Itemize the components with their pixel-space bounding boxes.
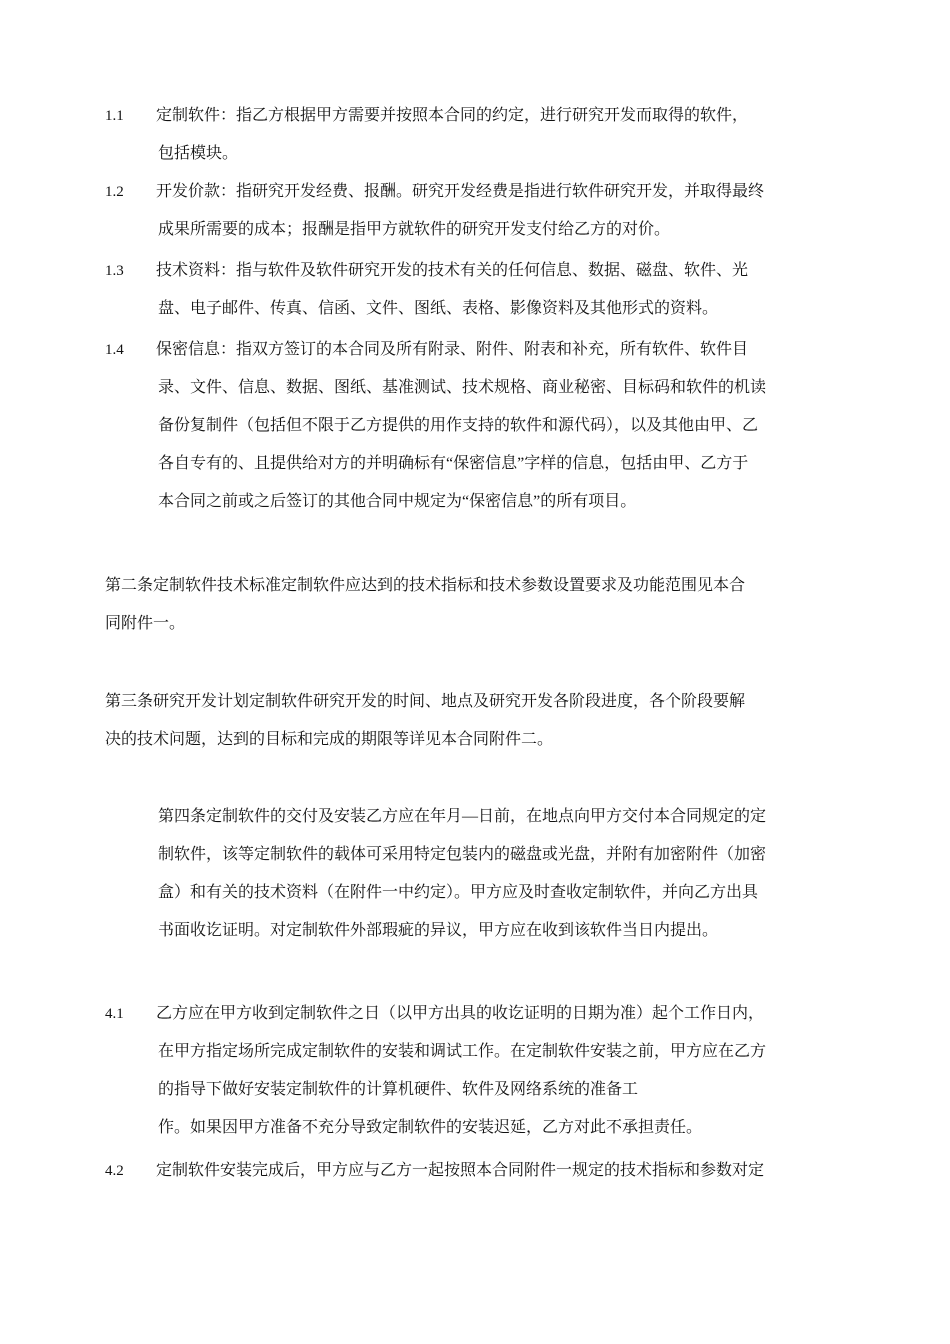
clause-4-2 <box>105 1152 845 1190</box>
article-line: 制软件，该等定制软件的载体可采用特定包装内的磁盘或光盘，并附有加密附件（加密 <box>158 846 767 863</box>
clause-text <box>158 252 845 328</box>
clause-number: 1.1 <box>105 108 124 124</box>
clause-1-4 <box>105 331 845 521</box>
clause-line: 备份复制件（包括但不限于乙方提供的用作支持的软件和源代码），以及其他由甲、乙 <box>158 417 759 434</box>
article-line: 同附件一。 <box>105 615 186 632</box>
clause-text <box>158 995 845 1147</box>
clause-line: 本合同之前或之后签订的其他合同中规定为“保密信息”的所有项目。 <box>158 493 637 510</box>
article-line: 第三条研究开发计划定制软件研究开发的时间、地点及研究开发各阶段进度，各个阶段要解 <box>105 693 746 710</box>
clause-line: 盘、电子邮件、传真、信函、文件、图纸、表格、影像资料及其他形式的资料。 <box>158 300 719 317</box>
clause-number: 1.2 <box>105 184 124 200</box>
clause-line: 保密信息：指双方签订的本合同及所有附录、附件、附表和补充，所有软件、软件目 <box>156 341 749 358</box>
clause-text <box>158 1152 845 1190</box>
article-line: 决的技术问题，达到的目标和完成的期限等详见本合同附件二。 <box>105 731 554 748</box>
clause-line: 在甲方指定场所完成定制软件的安装和调试工作。在定制软件安装之前，甲方应在乙方 <box>158 1043 767 1060</box>
clause-1-3 <box>105 252 845 328</box>
clause-line: 技术资料：指与软件及软件研究开发的技术有关的任何信息、数据、磁盘、软件、光 <box>156 262 749 279</box>
clause-number: 4.2 <box>105 1163 124 1179</box>
article-3 <box>105 683 845 759</box>
clause-line: 录、文件、信息、数据、图纸、基准测试、技术规格、商业秘密、目标码和软件的机读 <box>158 379 767 396</box>
clause-text <box>158 173 845 249</box>
article-line: 盒）和有关的技术资料（在附件一中约定）。甲方应及时查收定制软件，并向乙方出具 <box>158 884 759 901</box>
clause-number: 1.4 <box>105 342 124 358</box>
article-4 <box>158 798 848 950</box>
clause-line: 的指导下做好安装定制软件的计算机硬件、软件及网络系统的准备工 <box>158 1081 639 1098</box>
article-line: 第四条定制软件的交付及安装乙方应在年月—日前，在地点向甲方交付本合同规定的定 <box>158 808 767 825</box>
clause-line: 乙方应在甲方收到定制软件之日（以甲方出具的收讫证明的日期为准）起个工作日内， <box>156 1005 765 1022</box>
clause-line: 定制软件：指乙方根据甲方需要并按照本合同的约定，进行研究开发而取得的软件， <box>156 107 749 124</box>
clause-line: 成果所需要的成本；报酬是指甲方就软件的研究开发支付给乙方的对价。 <box>158 221 671 238</box>
clause-1-1 <box>105 97 845 173</box>
clause-number: 1.3 <box>105 263 124 279</box>
clause-1-2 <box>105 173 845 249</box>
clause-text <box>158 331 845 521</box>
clause-line: 作。如果因甲方准备不充分导致定制软件的安装迟延，乙方对此不承担责任。 <box>158 1119 703 1136</box>
clause-4-1 <box>105 995 845 1147</box>
clause-line: 定制软件安装完成后，甲方应与乙方一起按照本合同附件一规定的技术指标和参数对定 <box>156 1162 765 1179</box>
article-2 <box>105 567 845 643</box>
clause-text <box>158 97 845 173</box>
article-line: 第二条定制软件技术标准定制软件应达到的技术指标和技术参数设置要求及功能范围见本合 <box>105 577 746 594</box>
clause-line: 开发价款：指研究开发经费、报酬。研究开发经费是指进行软件研究开发，并取得最终 <box>156 183 765 200</box>
clause-line: 包括模块。 <box>158 145 239 162</box>
article-line: 书面收讫证明。对定制软件外部瑕疵的异议，甲方应在收到该软件当日内提出。 <box>158 922 719 939</box>
clause-line: 各自专有的、且提供给对方的并明确标有“保密信息”字样的信息，包括由甲、乙方于 <box>158 455 749 472</box>
clause-number: 4.1 <box>105 1006 124 1022</box>
